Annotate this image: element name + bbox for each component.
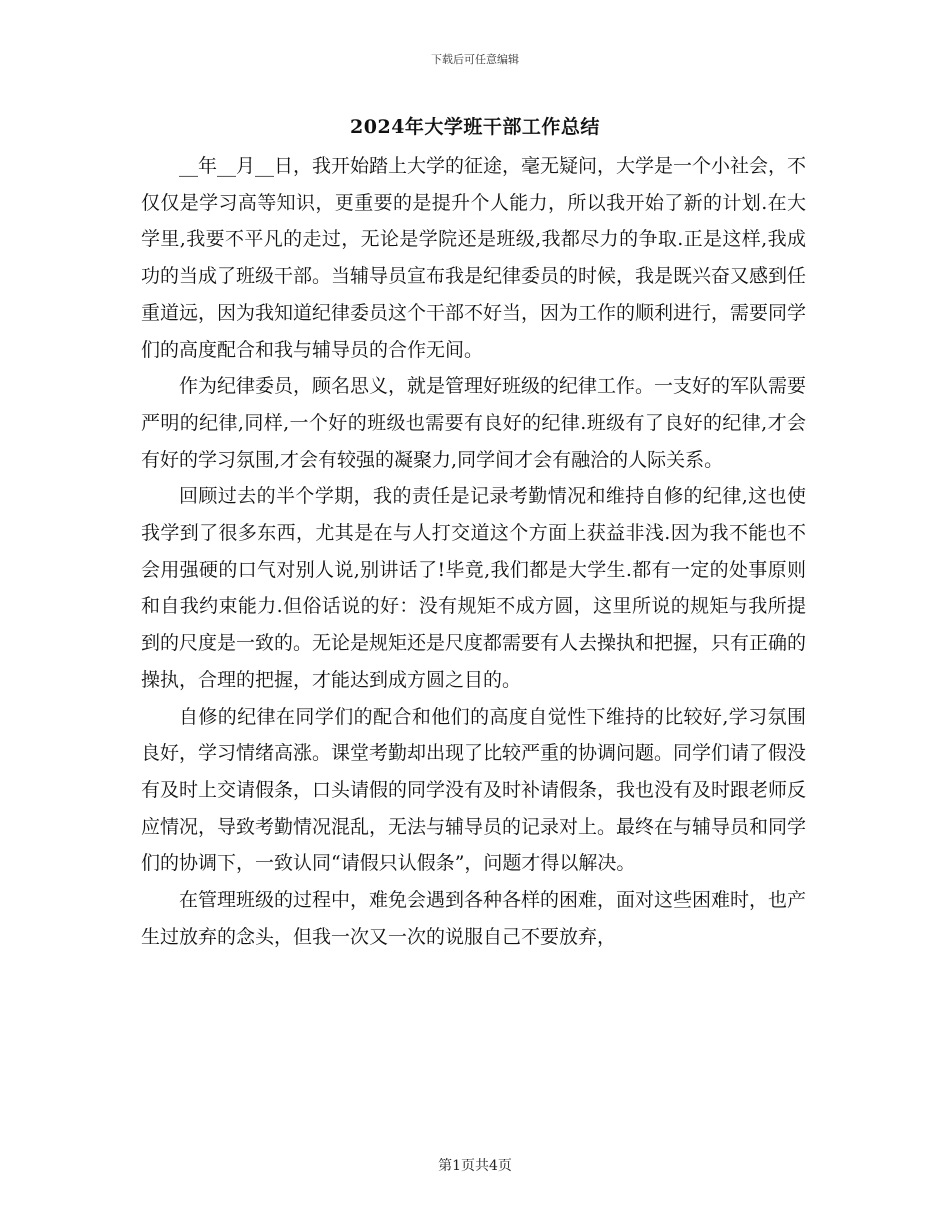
paragraph: 在管理班级的过程中，难免会遇到各种各样的困难，面对这些困难时，也产生过放弃的念头，但我一次又一次的说服自己不要放弃， — [141, 889, 807, 948]
paragraph: __年__月__日，我开始踏上大学的征途，毫无疑问，大学是一个小社会，不仅仅是学习高等知识，更重要的是提升个人能力，所以我开始了新的计划.在大学里,我要不平凡的走过，无论是学院还是班级,我都尽力的争取.正是这样,我成功的当成了班级干部。当辅导员宣布我是纪律委员的时候，我是既兴奋又感到任重道远，因为我知道纪律委员这个干部不好当，因为工作的顺利进行，需要同学们的高度配合和我与辅导员的合作无间。 — [141, 155, 807, 361]
page-header-note: 下载后可任意编辑 — [431, 53, 519, 66]
paragraph: 作为纪律委员，顾名思义，就是管理好班级的纪律工作。一支好的军队需要严明的纪律,同样,一个好的班级也需要有良好的纪律.班级有了良好的纪律,才会有好的学习氛围,才会有较强的凝聚力,同学间才会有融洽的人际关系。 — [141, 375, 807, 471]
document-body — [141, 148, 806, 955]
paragraph: 自修的纪律在同学们的配合和他们的高度自觉性下维持的比较好,学习氛围良好，学习情绪高涨。课堂考勤却出现了比较严重的协调问题。同学们请了假没有及时上交请假条，口头请假的同学没有及时补请假条，我也没有及时跟老师反应情况，导致考勤情况混乱，无法与辅导员的记录对上。最终在与辅导员和同学们的协调下，一致认同“请假只认假条”，问题才得以解决。 — [141, 705, 807, 875]
document-title: 2024年大学班干部工作总结 — [350, 116, 600, 138]
paragraph: 回顾过去的半个学期，我的责任是记录考勤情况和维持自修的纪律,这也使我学到了很多东西，尤其是在与人打交道这个方面上获益非浅.因为我不能也不会用强硬的口气对别人说,别讲话了!毕竟,我们都是大学生.都有一定的处事原则和自我约束能力.但俗话说的好：没有规矩不成方圆，这里所说的规矩与我所提到的尺度是一致的。无论是规矩还是尺度都需要有人去操执和把握，只有正确的操执，合理的把握，才能达到成方圆之目的。 — [141, 485, 807, 691]
page-number: 第1页共4页 — [438, 1158, 512, 1174]
